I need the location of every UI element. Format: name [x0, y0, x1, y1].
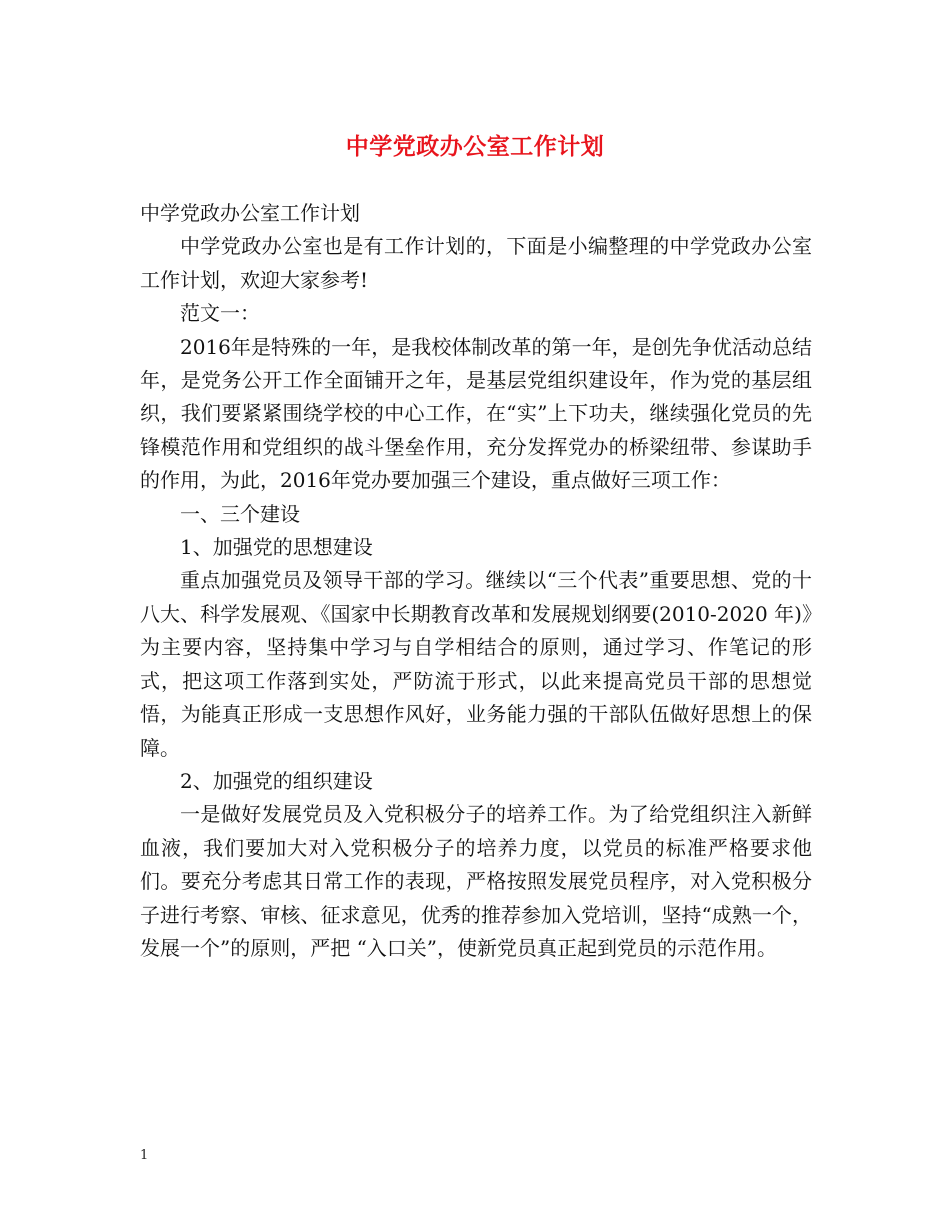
document-title: 中学党政办公室工作计划: [345, 134, 605, 160]
paragraph-overview: 2016年是特殊的一年，是我校体制改革的第一年，是创先争优活动总结年，是党务公开工作全面铺开之年，是基层党组织建设年，作为党的基层组织，我们要紧紧围绕学校的中心工作，在“实”上下功夫，继续强化党员的先锋模范作用和党组织的战斗堡垒作用，充分发挥党办的桥梁纽带、参谋助手的作用，为此，2016年党办要加强三个建设，重点做好三项工作：: [140, 334, 812, 493]
paragraph-sample-label: 范文一：: [180, 301, 260, 326]
subsection-heading-ideology: 1、加强党的思想建设: [180, 535, 373, 560]
document-body: [140, 197, 812, 965]
paragraph-intro: 中学党政办公室也是有工作计划的，下面是小编整理的中学党政办公室工作计划，欢迎大家参考!: [140, 234, 812, 292]
page-number: 1: [140, 1148, 149, 1163]
section-heading-three-constructions: 一、三个建设: [180, 501, 300, 526]
subsection-heading-organization: 2、加强党的组织建设: [180, 768, 373, 793]
paragraph-ideology: 重点加强党员及领导干部的学习。继续以“三个代表”重要思想、党的十八大、科学发展观、《国家中长期教育改革和发展规划纲要(2010-2020 年)》为主要内容，坚持集中学习与自学相结合的原则，通过学习、作笔记的形式，把这项工作落到实处，严防流于形式，以此来提高党员干部的思想觉悟，为能真正形成一支思想作风好，业务能力强的干部队伍做好思想上的保障。: [140, 568, 812, 760]
paragraph-organization: 一是做好发展党员及入党积极分子的培养工作。为了给党组织注入新鲜血液，我们要加大对入党积极分子的培养力度，以党员的标准严格要求他们。要充分考虑其日常工作的表现，严格按照发展党员程序，对入党积极分子进行考察、审核、征求意见，优秀的推荐参加入党培训，坚持“成熟一个，发展一个”的原则，严把 “入口关”，使新党员真正起到党员的示范作用。: [140, 802, 812, 960]
paragraph-heading: 中学党政办公室工作计划: [140, 201, 360, 225]
